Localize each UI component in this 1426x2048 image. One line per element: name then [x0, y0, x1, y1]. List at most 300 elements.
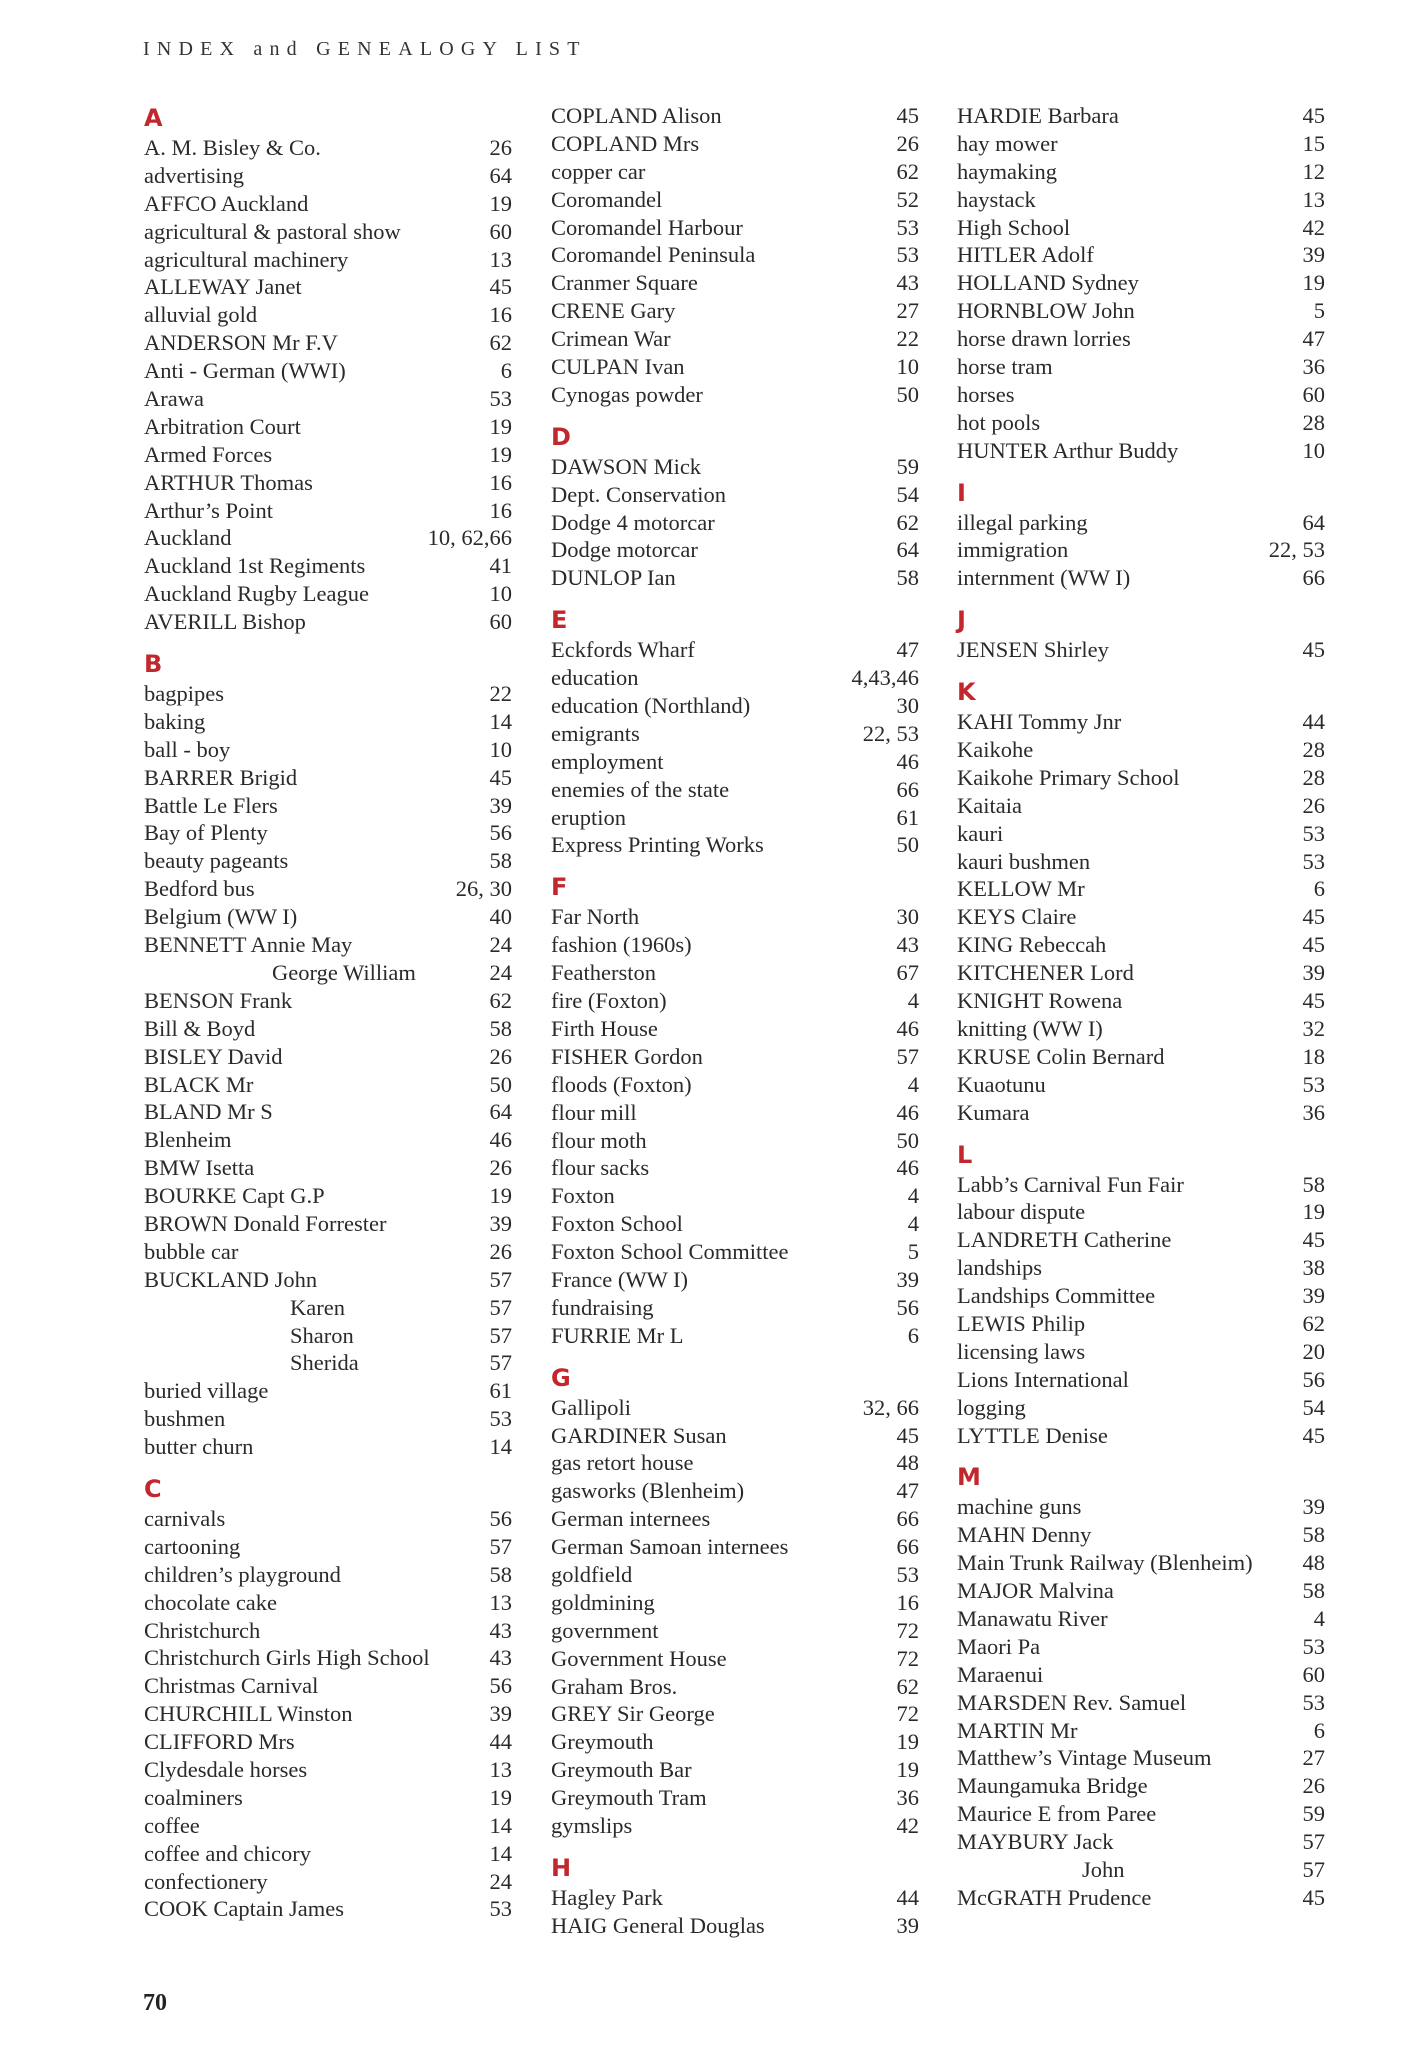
index-entry-term: Foxton School — [551, 1211, 683, 1237]
index-entry-term: HOLLAND Sydney — [957, 270, 1139, 296]
index-entry-pages: 58 — [1302, 1578, 1325, 1604]
index-entry — [144, 162, 512, 190]
index-entry-term: Maungamuka Bridge — [957, 1773, 1148, 1799]
index-entry-pages: 39 — [489, 1210, 512, 1236]
index-entry-term: DUNLOP Ian — [551, 565, 676, 591]
index-entry-term: MAJOR Malvina — [957, 1578, 1114, 1604]
index-entry — [144, 1784, 512, 1812]
index-entry-term: Clydesdale horses — [144, 1756, 308, 1782]
index-entry-term: Bedford bus — [144, 876, 255, 902]
index-entry-term: KELLOW Mr — [957, 876, 1085, 902]
index-entry-term: Far North — [551, 904, 640, 930]
index-entry — [551, 1700, 919, 1728]
index-entry-term: Cranmer Square — [551, 270, 698, 296]
index-entry-pages: 45 — [1302, 637, 1325, 663]
index-entry-pages: 56 — [489, 1673, 512, 1699]
index-entry-term: JENSEN Shirley — [957, 637, 1109, 663]
index-entry-term: BISLEY David — [144, 1043, 283, 1069]
index-entry-pages: 18 — [1302, 1043, 1325, 1069]
index-entry-term: Maori Pa — [957, 1633, 1041, 1659]
index-entry-term: MARTIN Mr — [957, 1717, 1078, 1743]
index-entry-pages: 62 — [489, 987, 512, 1013]
index-entry — [144, 1098, 512, 1126]
index-entry-pages: 32 — [1302, 1015, 1325, 1041]
running-head: INDEX and GENEALOGY LIST — [143, 38, 587, 60]
index-entry — [957, 1338, 1325, 1366]
index-entry — [957, 1828, 1325, 1856]
index-entry-pages: 48 — [1302, 1550, 1325, 1576]
index-entry — [957, 987, 1325, 1015]
index-entry-term: Christchurch Girls High School — [144, 1645, 430, 1671]
index-entry — [551, 959, 919, 987]
index-entry — [144, 1266, 512, 1294]
index-entry-term: BMW Isetta — [144, 1155, 255, 1181]
index-entry — [551, 1210, 919, 1238]
index-entry-pages: 62 — [489, 330, 512, 356]
index-entry-term: butter churn — [144, 1434, 254, 1460]
index-entry-pages: 19 — [896, 1729, 919, 1755]
index-entry-term: Main Trunk Railway (Blenheim) — [957, 1550, 1253, 1576]
index-entry-pages: 39 — [1302, 1283, 1325, 1309]
index-entry-pages: 26, 30 — [455, 876, 512, 902]
index-entry-term: ball - boy — [144, 736, 231, 762]
index-entry-pages: 28 — [1302, 409, 1325, 435]
index-entry-pages: 60 — [489, 609, 512, 635]
index-entry-term: COPLAND Mrs — [551, 130, 700, 156]
index-entry-term: education — [551, 665, 639, 691]
index-entry-term: KNIGHT Rowena — [957, 988, 1123, 1014]
index-entry-term: HARDIE Barbara — [957, 103, 1119, 128]
index-entry-pages: 5 — [1313, 298, 1325, 324]
section-letter-heading: B — [144, 650, 163, 679]
index-entry — [551, 831, 919, 859]
index-entry — [957, 1366, 1325, 1394]
index-column-2 — [551, 102, 919, 1940]
index-section — [957, 676, 1325, 1126]
index-entry-pages: 45 — [896, 103, 919, 128]
index-subentry-term: John — [1082, 1856, 1125, 1882]
index-entry-pages: 53 — [1302, 1689, 1325, 1715]
index-entry — [144, 931, 512, 959]
index-entry-term: BARRER Brigid — [144, 764, 298, 790]
index-entry — [957, 297, 1325, 325]
index-entry — [144, 1840, 512, 1868]
index-entry — [144, 1210, 512, 1238]
index-entry-term: FURRIE Mr L — [551, 1322, 684, 1348]
index-entry-term: HAIG General Douglas — [551, 1912, 765, 1938]
index-section — [551, 871, 919, 1349]
index-entry-pages: 4 — [907, 1183, 919, 1209]
index-entry-pages: 30 — [896, 693, 919, 719]
index-entry-term: Arawa — [144, 386, 204, 412]
index-entry-pages: 4,43,46 — [851, 665, 919, 691]
index-entry-pages: 13 — [489, 246, 512, 272]
index-entry — [551, 509, 919, 537]
index-entry — [957, 1015, 1325, 1043]
index-entry-term: advertising — [144, 162, 244, 188]
index-entry — [551, 130, 919, 158]
index-entry — [144, 764, 512, 792]
index-entry-term: horse tram — [957, 354, 1053, 380]
index-entry-term: beauty pageants — [144, 848, 289, 874]
index-entry-term: KRUSE Colin Bernard — [957, 1043, 1165, 1069]
index-entry-term: Maraenui — [957, 1661, 1044, 1687]
index-entry-term: Matthew’s Vintage Museum — [957, 1745, 1212, 1771]
index-entry-term: Bay of Plenty — [144, 820, 268, 846]
index-entry-term: floods (Foxton) — [551, 1071, 692, 1097]
index-entry-pages: 59 — [1302, 1801, 1325, 1827]
section-letter-heading: I — [957, 478, 966, 507]
index-entry — [957, 792, 1325, 820]
index-entry — [144, 1728, 512, 1756]
index-entry-pages: 6 — [907, 1322, 919, 1348]
index-entry-term: Greymouth — [551, 1729, 654, 1755]
index-entry — [144, 329, 512, 357]
index-entry — [144, 441, 512, 469]
index-entry-term: gas retort house — [551, 1450, 694, 1476]
index-entry-pages: 16 — [489, 497, 512, 523]
index-entry-pages: 16 — [896, 1589, 919, 1615]
index-entry-pages: 28 — [1302, 737, 1325, 763]
index-entry — [144, 1672, 512, 1700]
index-entry-pages: 53 — [1302, 820, 1325, 846]
section-letter-heading: L — [957, 1140, 973, 1169]
index-entry-term: confectionery — [144, 1868, 268, 1894]
index-entry-pages: 62 — [896, 1673, 919, 1699]
index-entry-pages: 53 — [489, 1406, 512, 1432]
index-entry — [144, 134, 512, 162]
index-entry-pages: 58 — [489, 848, 512, 874]
index-entry-pages: 5 — [907, 1239, 919, 1265]
index-section — [551, 604, 919, 859]
index-entry-pages: 52 — [896, 186, 919, 212]
index-entry-term: enemies of the state — [551, 776, 730, 802]
index-entry-term: agricultural machinery — [144, 246, 349, 272]
index-entry — [957, 564, 1325, 592]
index-entry-pages: 57 — [489, 1294, 512, 1320]
index-entry-term: Landships Committee — [957, 1283, 1156, 1309]
index-entry-term: flour moth — [551, 1127, 647, 1153]
index-entry-pages: 45 — [1302, 1884, 1325, 1910]
index-entry-term: cartooning — [144, 1533, 241, 1559]
index-entry — [551, 102, 919, 130]
index-entry-pages: 44 — [489, 1729, 512, 1755]
index-entry — [144, 736, 512, 764]
index-entry — [551, 1728, 919, 1756]
index-entry-pages: 43 — [896, 932, 919, 958]
index-entry — [144, 959, 512, 987]
index-entry-pages: 13 — [489, 1589, 512, 1615]
index-entry-term: coalminers — [144, 1784, 243, 1810]
index-entry — [957, 130, 1325, 158]
index-entry-pages: 10, 62,66 — [427, 525, 512, 551]
index-entry — [957, 1661, 1325, 1689]
index-entry-term: CULPAN Ivan — [551, 354, 685, 380]
index-entry-pages: 6 — [500, 358, 512, 384]
index-entry — [957, 1605, 1325, 1633]
index-entry-pages: 72 — [896, 1617, 919, 1643]
index-entry — [144, 413, 512, 441]
index-entry-term: illegal parking — [957, 509, 1088, 535]
index-entry-term: A. M. Bisley & Co. — [144, 135, 321, 160]
index-entry — [144, 1505, 512, 1533]
index-entry — [144, 1895, 512, 1923]
index-entry-term: Christmas Carnival — [144, 1673, 319, 1699]
index-entry — [144, 497, 512, 525]
index-entry — [144, 1812, 512, 1840]
index-entry-term: AVERILL Bishop — [144, 609, 306, 635]
index-entry-pages: 58 — [489, 1561, 512, 1587]
index-entry — [551, 776, 919, 804]
index-entry-pages: 50 — [896, 832, 919, 858]
index-entry — [551, 1589, 919, 1617]
index-entry-term: logging — [957, 1394, 1026, 1420]
index-entry-pages: 26 — [1302, 1773, 1325, 1799]
index-entry-term: Auckland — [144, 525, 232, 551]
index-entry-term: MAHN Denny — [957, 1522, 1092, 1548]
index-entry — [551, 1266, 919, 1294]
index-entry-term: labour dispute — [957, 1199, 1086, 1225]
index-entry — [957, 186, 1325, 214]
index-entry-term: FISHER Gordon — [551, 1043, 703, 1069]
index-entry-pages: 53 — [896, 242, 919, 268]
index-entry-pages: 6 — [1313, 1717, 1325, 1743]
index-entry-pages: 24 — [489, 932, 512, 958]
index-entry-pages: 45 — [489, 764, 512, 790]
index-entry — [144, 552, 512, 580]
index-entry-term: GARDINER Susan — [551, 1422, 727, 1448]
index-entry-term: Express Printing Works — [551, 832, 764, 858]
index-entry-term: Lions International — [957, 1366, 1129, 1392]
index-entry-pages: 36 — [1302, 1099, 1325, 1125]
index-entry-pages: 38 — [1302, 1255, 1325, 1281]
index-entry-term: Labb’s Carnival Fun Fair — [957, 1171, 1184, 1197]
index-entry-pages: 26 — [489, 1238, 512, 1264]
index-entry — [957, 536, 1325, 564]
index-entry-pages: 72 — [896, 1645, 919, 1671]
section-letter-heading: C — [144, 1474, 162, 1503]
index-entry-pages: 53 — [896, 214, 919, 240]
index-entry-pages: 10 — [896, 354, 919, 380]
index-entry — [957, 325, 1325, 353]
index-entry-pages: 4 — [1313, 1605, 1325, 1631]
index-entry-term: LYTTLE Denise — [957, 1422, 1108, 1448]
index-entry-term: Featherston — [551, 960, 656, 986]
index-entry — [957, 1282, 1325, 1310]
index-entry-term: Auckland 1st Regiments — [144, 553, 366, 579]
index-entry — [144, 1182, 512, 1210]
index-entry-term: employment — [551, 748, 664, 774]
index-entry — [144, 987, 512, 1015]
index-entry-pages: 12 — [1302, 158, 1325, 184]
index-entry — [957, 1884, 1325, 1912]
index-entry-term: fashion (1960s) — [551, 932, 692, 958]
index-entry — [551, 1322, 919, 1350]
index-entry — [957, 736, 1325, 764]
index-entry-term: DAWSON Mick — [551, 453, 702, 479]
index-entry — [957, 269, 1325, 297]
index-entry — [551, 1561, 919, 1589]
index-section — [551, 102, 919, 409]
index-entry-term: goldfield — [551, 1561, 633, 1587]
index-entry-pages: 22 — [489, 681, 512, 707]
index-entry-term: haymaking — [957, 158, 1057, 184]
index-entry — [957, 102, 1325, 130]
index-entry-pages: 59 — [896, 453, 919, 479]
index-entry — [957, 1689, 1325, 1717]
index-entry-pages: 64 — [1302, 509, 1325, 535]
index-entry — [551, 1154, 919, 1182]
index-entry — [551, 1673, 919, 1701]
index-entry-term: hot pools — [957, 409, 1041, 435]
index-entry-pages: 67 — [896, 960, 919, 986]
index-entry-pages: 27 — [896, 298, 919, 324]
index-entry-term: Coromandel Harbour — [551, 214, 743, 240]
index-entry-pages: 39 — [489, 1701, 512, 1727]
index-entry-pages: 58 — [896, 565, 919, 591]
index-entry — [957, 509, 1325, 537]
index-column-1 — [144, 102, 512, 1923]
index-entry-term: McGRATH Prudence — [957, 1884, 1152, 1910]
index-entry-pages: 61 — [489, 1378, 512, 1404]
index-entry — [551, 297, 919, 325]
index-entry — [144, 1756, 512, 1784]
index-entry — [551, 453, 919, 481]
index-entry-pages: 14 — [489, 1812, 512, 1838]
index-entry-term: LANDRETH Catherine — [957, 1227, 1172, 1253]
index-entry-term: coffee and chicory — [144, 1840, 311, 1866]
index-entry-term: Foxton School Committee — [551, 1239, 789, 1265]
index-entry-term: internment (WW I) — [957, 565, 1131, 591]
index-entry-term: licensing laws — [957, 1338, 1086, 1364]
index-entry — [551, 1449, 919, 1477]
index-entry-term: Kaikohe Primary School — [957, 764, 1180, 790]
index-entry — [144, 708, 512, 736]
index-entry-pages: 46 — [896, 1015, 919, 1041]
index-entry — [551, 692, 919, 720]
index-entry — [144, 218, 512, 246]
index-entry-term: carnivals — [144, 1505, 226, 1531]
index-entry-pages: 57 — [489, 1533, 512, 1559]
index-entry-term: bagpipes — [144, 681, 224, 707]
index-entry — [551, 1294, 919, 1322]
index-entry-pages: 19 — [489, 441, 512, 467]
index-entry — [551, 1912, 919, 1940]
index-entry — [957, 1744, 1325, 1772]
index-section — [144, 648, 512, 1461]
index-entry-pages: 43 — [489, 1617, 512, 1643]
index-entry — [957, 1254, 1325, 1282]
index-entry-pages: 19 — [489, 190, 512, 216]
index-entry-pages: 46 — [896, 1099, 919, 1125]
index-entry-pages: 45 — [1302, 103, 1325, 128]
index-entry-term: CHURCHILL Winston — [144, 1701, 353, 1727]
index-entry — [551, 353, 919, 381]
index-entry — [144, 680, 512, 708]
index-entry-pages: 50 — [896, 1127, 919, 1153]
index-entry-term: horse drawn lorries — [957, 326, 1131, 352]
index-entry — [144, 1238, 512, 1266]
index-entry — [551, 1099, 919, 1127]
section-letter-heading: F — [551, 873, 568, 902]
index-entry — [957, 214, 1325, 242]
index-entry — [957, 931, 1325, 959]
index-entry-pages: 62 — [896, 158, 919, 184]
index-entry-term: Cynogas powder — [551, 381, 703, 407]
index-entry-term: Foxton — [551, 1183, 615, 1209]
index-entry-term: ALLEWAY Janet — [144, 274, 302, 300]
index-entry — [144, 1644, 512, 1672]
index-entry-pages: 58 — [1302, 1171, 1325, 1197]
index-entry-pages: 30 — [896, 904, 919, 930]
page-number: 70 — [143, 1990, 167, 2016]
index-entry-term: bushmen — [144, 1406, 226, 1432]
index-entry-term: immigration — [957, 537, 1069, 563]
index-entry-term: coffee — [144, 1812, 200, 1838]
section-letter-heading: D — [551, 422, 571, 451]
index-entry-term: COPLAND Alison — [551, 103, 722, 128]
index-entry-term: gasworks (Blenheim) — [551, 1478, 745, 1504]
index-entry — [957, 1310, 1325, 1338]
section-letter-heading: A — [144, 104, 163, 132]
index-entry — [957, 1171, 1325, 1199]
index-entry-pages: 45 — [1302, 1227, 1325, 1253]
index-entry-pages: 39 — [489, 792, 512, 818]
index-entry-term: AFFCO Auckland — [144, 190, 309, 216]
index-entry-pages: 26 — [489, 135, 512, 160]
index-entry — [551, 381, 919, 409]
index-entry-pages: 16 — [489, 302, 512, 328]
index-entry-pages: 45 — [1302, 988, 1325, 1014]
index-entry-term: landships — [957, 1255, 1043, 1281]
index-entry — [957, 381, 1325, 409]
index-entry — [957, 959, 1325, 987]
index-entry-pages: 14 — [489, 708, 512, 734]
index-entry-pages: 50 — [489, 1071, 512, 1097]
index-entry-pages: 26 — [489, 1155, 512, 1181]
index-entry — [551, 931, 919, 959]
index-section — [551, 421, 919, 592]
index-entry-pages: 36 — [1302, 354, 1325, 380]
index-entry-term: Hagley Park — [551, 1884, 663, 1910]
section-letter-heading: G — [551, 1363, 571, 1392]
index-section — [957, 604, 1325, 664]
index-entry-term: CLIFFORD Mrs — [144, 1729, 295, 1755]
index-entry-pages: 10 — [489, 581, 512, 607]
index-section — [957, 477, 1325, 593]
index-entry-pages: 39 — [1302, 960, 1325, 986]
index-entry-pages: 53 — [1302, 1071, 1325, 1097]
index-entry — [144, 385, 512, 413]
index-entry-pages: 64 — [489, 162, 512, 188]
index-entry-term: Graham Bros. — [551, 1673, 678, 1699]
index-entry-term: Kuaotunu — [957, 1071, 1046, 1097]
index-entry — [957, 1800, 1325, 1828]
index-entry — [144, 469, 512, 497]
index-entry-pages: 14 — [489, 1840, 512, 1866]
index-section — [144, 102, 512, 636]
index-entry-pages: 53 — [489, 1896, 512, 1922]
index-entry-pages: 50 — [896, 381, 919, 407]
index-entry — [144, 1349, 512, 1377]
index-entry — [144, 819, 512, 847]
index-entry-pages: 10 — [1302, 437, 1325, 463]
index-entry — [144, 1533, 512, 1561]
index-entry-term: fundraising — [551, 1294, 654, 1320]
index-entry-pages: 57 — [489, 1322, 512, 1348]
index-entry — [144, 1700, 512, 1728]
index-entry-pages: 40 — [489, 904, 512, 930]
